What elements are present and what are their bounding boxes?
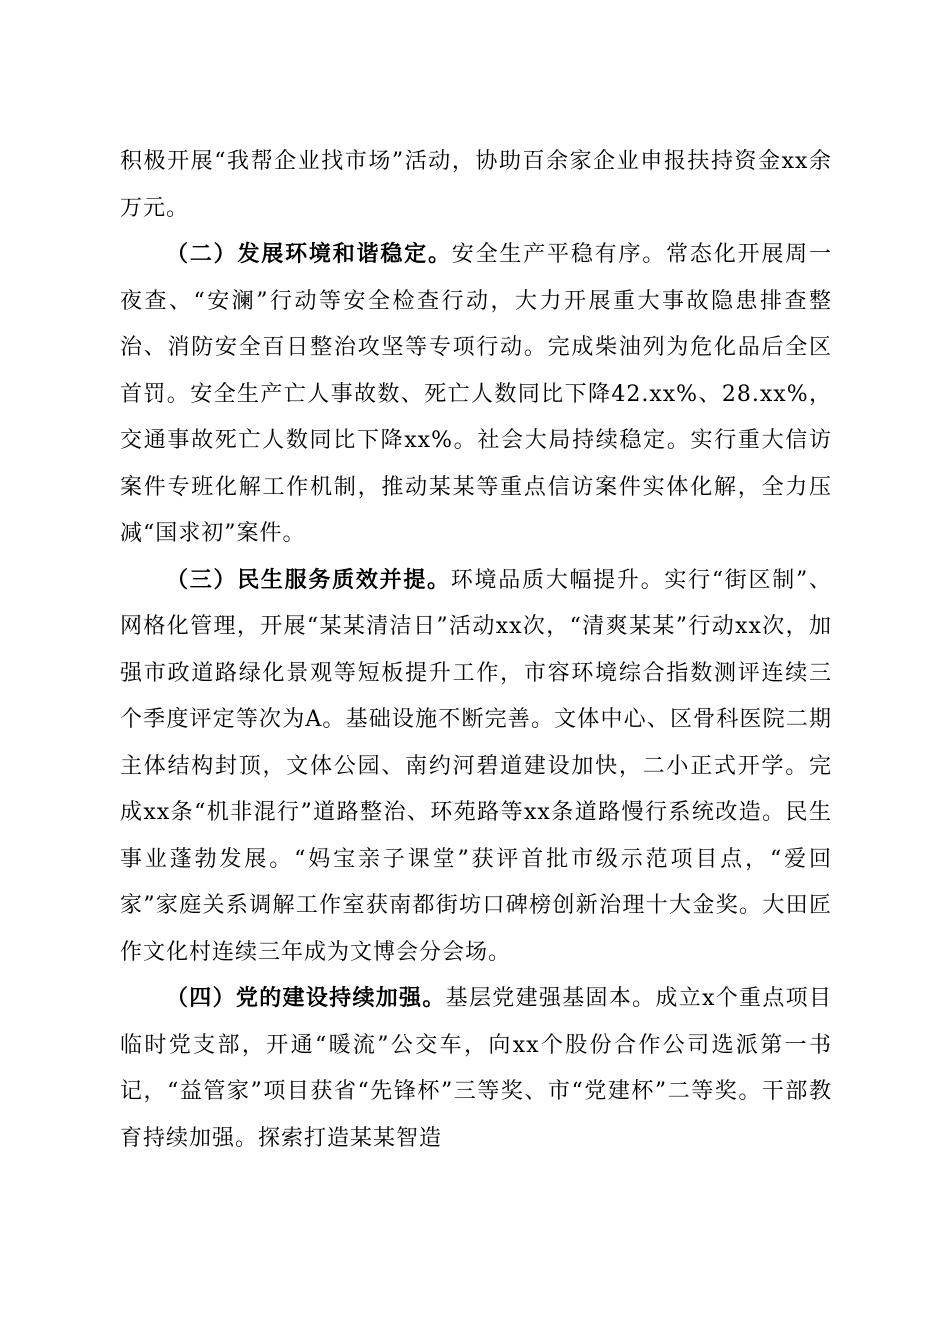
paragraph-section-4 <box>120 976 832 1162</box>
paragraph-text: 基层党建强基固本。成立x个重点项目临时党支部，开通“暖流”公交车，向xx个股份合作公司选派第一书记，“益管家”项目获省“先锋杯”三等奖、市“党建杯”二等奖。干部教育持续加强。探索打造某某智造 <box>120 986 832 1151</box>
document-body <box>120 139 832 1162</box>
paragraph-text: 积极开展“我帮企业找市场”活动，协助百余家企业申报扶持资金xx余万元。 <box>120 149 832 221</box>
paragraph-text: 安全生产平稳有序。常态化开展周一夜查、“安澜”行动等安全检查行动，大力开展重大事故隐患排查整治、消防安全百日整治攻坚等专项行动。完成柴油列为危化品后全区首罚。安全生产亡人事故数、死亡人数同比下降42.xx%、28.xx%，交通事故死亡人数同比下降xx%。社会大局持续稳定。实行重大信访案件专班化解工作机制，推动某某等重点信访案件实体化解，全力压减“国求初”案件。 <box>120 242 832 546</box>
paragraph-section-2 <box>120 232 832 558</box>
paragraph-section-3 <box>120 558 832 977</box>
paragraph-text: 环境品质大幅提升。实行“街区制”、网格化管理，开展“某某清洁日”活动xx次，“清爽某某”行动xx次，加强市政道路绿化景观等短板提升工作，市容环境综合指数测评连续三个季度评定等次为A。基础设施不断完善。文体中心、区骨科医院二期主体结构封顶，文体公园、南约河碧道建设加快，二小正式开学。完成xx条“机非混行”道路整治、环苑路等xx条道路慢行系统改造。民生事业蓬勃发展。“妈宝亲子课堂”获评首批市级示范项目点，“爱回家”家庭关系调解工作室获南都街坊口碑榜创新治理十大金奖。大田匠作文化村连续三年成为文博会分会场。 <box>120 567 832 965</box>
paragraph-continuation <box>120 139 832 232</box>
section-heading: （二）发展环境和谐稳定。 <box>166 242 452 267</box>
section-heading: （四）党的建设持续加强。 <box>166 986 446 1011</box>
section-heading: （三）民生服务质效并提。 <box>166 567 451 593</box>
